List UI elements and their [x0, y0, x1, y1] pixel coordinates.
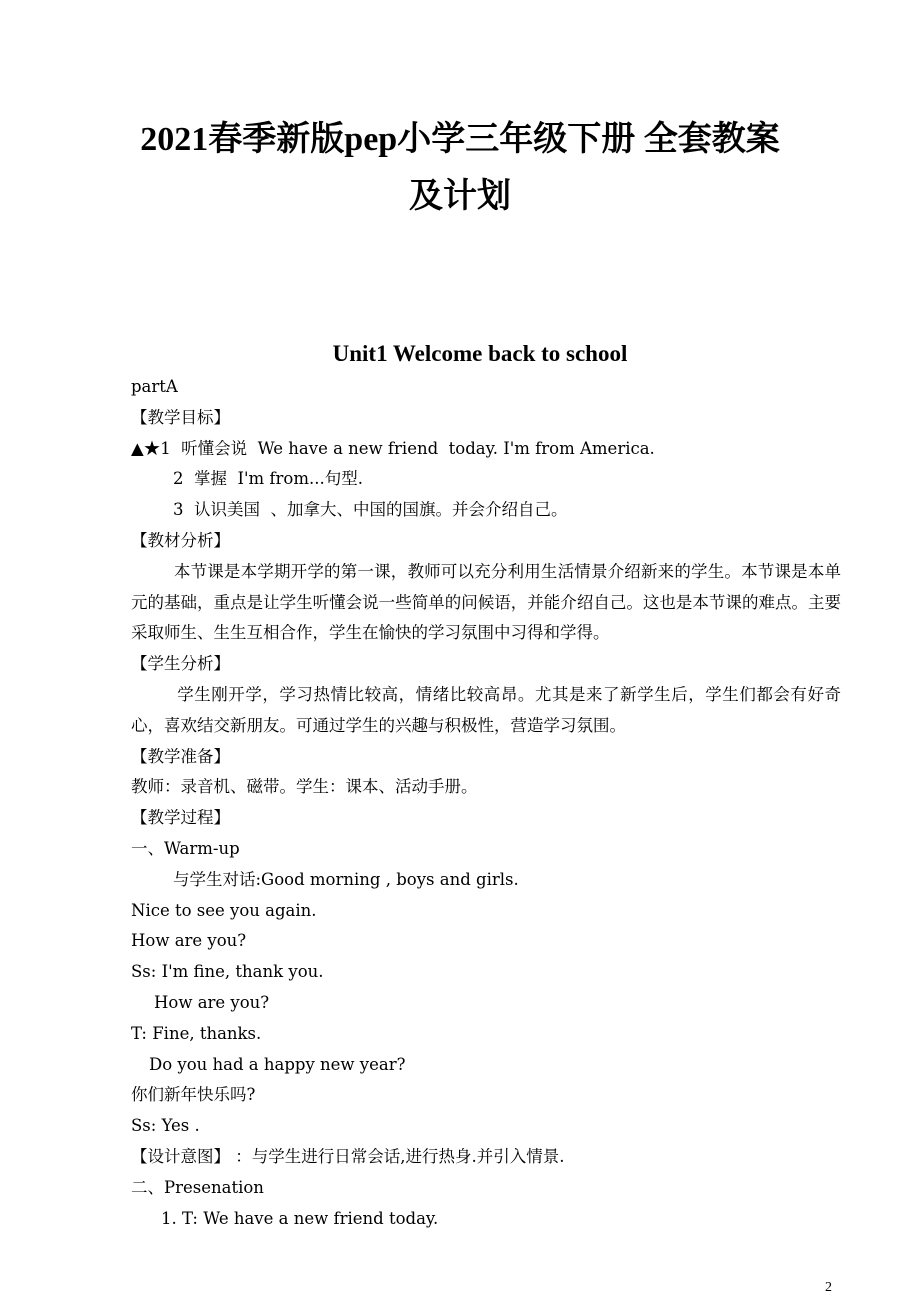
dialogue-line: How are you?	[154, 992, 270, 1012]
part-label: partA	[131, 377, 178, 396]
unit-title: Unit1 Welcome back to school	[332, 341, 628, 366]
dialogue-line: Nice to see you again.	[131, 900, 317, 920]
dialogue-line: Ss: I'm fine, thank you.	[131, 962, 324, 982]
document-title-line-2: 及计划	[409, 178, 511, 215]
lesson-plan-body	[131, 372, 841, 1234]
dialogue-line: How are you?	[131, 931, 247, 951]
material-analysis-paragraph: 本节课是本学期开学的第一课，教师可以充分利用生活情景介绍新来的学生。本节课是本单元的基础，重点是让学生听懂会说一些简单的问候语，并能介绍自己。这也是本节课的难点。主要采取师生、生生互相合作，学生在愉快的学习氛围中习得和学得。	[131, 561, 841, 643]
presentation-item-1: 1. T: We have a new friend today.	[161, 1208, 439, 1228]
section-heading-students: 【学生分析】	[131, 654, 230, 674]
document-title-line-1: 2021春季新版pep小学三年级下册 全套教案	[140, 121, 780, 158]
section-heading-objectives: 【教学目标】	[131, 407, 230, 427]
dialogue-line: Do you had a happy new year?	[149, 1054, 406, 1074]
student-analysis-paragraph: 学生刚开学，学习热情比较高，情绪比较高昂。尤其是来了新学生后，学生们都会有好奇心，喜欢结交新朋友。可通过学生的兴趣与积极性，营造学习氛围。	[131, 684, 841, 735]
dialogue-line: 你们新年快乐吗?	[131, 1085, 256, 1105]
step-heading-presentation: 二、Presenation	[131, 1177, 264, 1197]
design-intent: 【设计意图】 ：与学生进行日常会话,进行热身.并引入情景.	[131, 1146, 565, 1166]
objective-item-3: 3 认识美国 、加拿大、中国的国旗。并会介绍自己。	[173, 500, 568, 520]
section-heading-material: 【教材分析】	[131, 530, 230, 550]
dialogue-line: T: Fine, thanks.	[131, 1023, 262, 1043]
step-heading-warmup: 一、Warm-up	[131, 838, 240, 858]
dialogue-line: 与学生对话:Good morning , boys and girls.	[173, 869, 519, 889]
page-number: 2	[825, 1280, 832, 1295]
dialogue-line: Ss: Yes .	[131, 1116, 200, 1136]
section-heading-preparation: 【教学准备】	[131, 746, 230, 766]
section-heading-process: 【教学过程】	[131, 808, 230, 828]
objective-item-2: 2 掌握 I'm from...句型.	[173, 469, 363, 489]
preparation-text: 教师：录音机、磁带。学生：课本、活动手册。	[131, 777, 478, 797]
objective-item-1: ▲★1 听懂会说 We have a new friend today. I'm from America.	[131, 438, 655, 458]
